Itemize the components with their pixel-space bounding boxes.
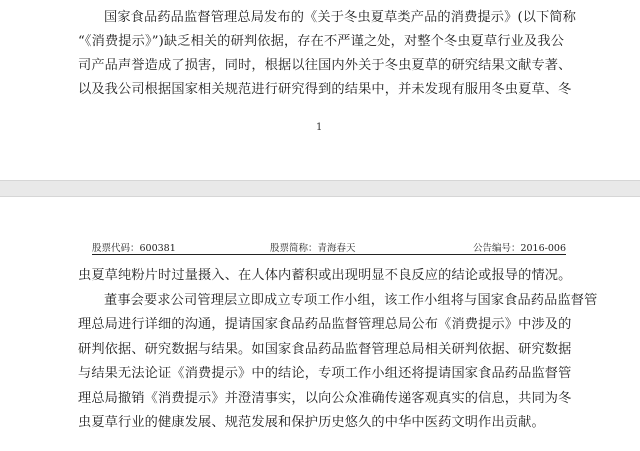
announcement-header <box>92 238 566 255</box>
text-line: 研判依据、研究数据与结果。如国家食品药品监督管理总局相关研判依据、研究数据 <box>78 341 572 357</box>
body-paragraph <box>78 6 598 102</box>
text-line: 司产品声誉造成了损害，同时，根据以往国内外关于冬虫夏草的研究结果文献专著、 <box>78 58 572 73</box>
document-page-bottom <box>0 196 640 451</box>
text-line: 董事会要求公司管理层立即成立专项工作小组，该工作小组将与国家食品药品监督管 <box>104 292 598 308</box>
text-line: 国家食品药品监督管理总局发布的《关于冬虫夏草类产品的消费提示》(以下简称 <box>104 10 577 25</box>
text-line: “《消费提示》”)缺乏相关的研判依据，存在不严谨之处，对整个冬虫夏草行业及我公 <box>78 34 565 49</box>
document-page-top <box>0 0 640 181</box>
text-line: 理总局进行详细的沟通，提请国家食品药品监督管理总局公布《消费提示》中涉及的 <box>78 317 572 332</box>
body-paragraph <box>78 264 618 436</box>
stock-short-name: 股票简称：青海春天 <box>270 243 356 254</box>
stock-code: 股票代码：600381 <box>92 243 176 254</box>
text-line: 理总局撤销《消费提示》并澄清事实，以向公众准确传递客观真实的信息，共同为冬 <box>78 390 572 406</box>
text-line: 虫夏草纯粉片时过量摄入、在人体内蓄积或出现明显不良反应的结论或报导的情况。 <box>78 268 572 283</box>
page-number: 1 <box>316 122 323 133</box>
text-line: 与结果无法论证《消费提示》中的结论，专项工作小组还将提请国家食品药品监督管 <box>78 366 572 381</box>
text-line: 虫夏草行业的健康发展、规范发展和保护历史悠久的中华中医药文明作出贡献。 <box>78 415 545 430</box>
text-line: 以及我公司根据国家相关规范进行研究得到的结果中，并未发现有服用冬虫夏草、冬 <box>78 82 572 97</box>
announcement-number: 公告编号：2016-006 <box>472 243 566 254</box>
